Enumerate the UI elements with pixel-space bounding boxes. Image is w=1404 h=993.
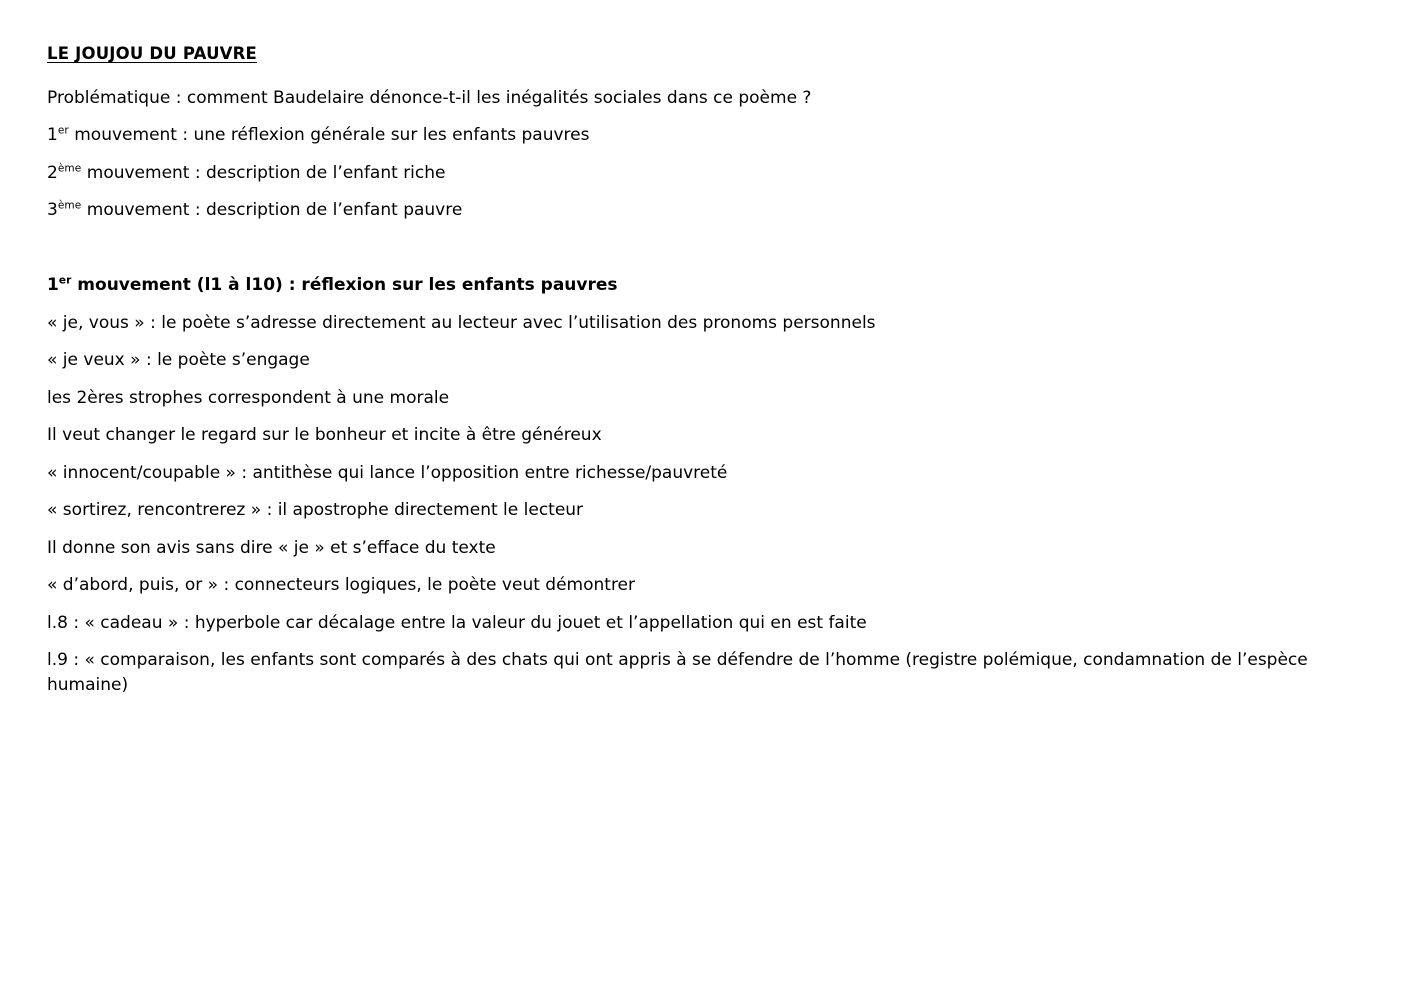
analysis-line: « d’abord, puis, or » : connecteurs logiques, le poète veut démontrer — [47, 575, 636, 596]
analysis-line: « je, vous » : le poète s’adresse directement au lecteur avec l’utilisation des pronoms personnels — [47, 312, 876, 333]
analysis-line: l.8 : « cadeau » : hyperbole car décalage entre la valeur du jouet et l’appellation qui en est faite — [47, 612, 867, 633]
paragraph-problematique: Problématique : comment Baudelaire dénonce-t-il les inégalités sociales dans ce poème ? — [47, 87, 812, 108]
analysis-line: « je veux » : le poète s’engage — [47, 350, 310, 371]
section-heading-mouvement-1 — [47, 273, 1337, 298]
analysis-line: Il donne son avis sans dire « je » et s’efface du texte — [47, 537, 496, 558]
section-heading-number: 1 — [47, 274, 59, 295]
section-heading-label: mouvement (l1 à l10) : réflexion sur les enfants pauvres — [71, 274, 618, 295]
analysis-line: les 2ères strophes correspondent à une morale — [47, 387, 450, 408]
mouvement-2-number: 2 — [47, 162, 58, 183]
analysis-line: « innocent/coupable » : antithèse qui lance l’opposition entre richesse/pauvreté — [47, 462, 728, 483]
paragraph-mouvement-1 — [47, 123, 1337, 148]
mouvement-2-label: mouvement : description de l’enfant riche — [81, 162, 446, 183]
mouvement-1-number: 1 — [47, 125, 58, 146]
analysis-line: l.9 : « comparaison, les enfants sont comparés à des chats qui ont appris à se défendre de l’homme (registre polémique, condamnation de l’espèce humaine) — [47, 650, 1308, 696]
page-title: LE JOUJOU DU PAUVRE — [47, 44, 258, 63]
section-heading-superscript: er — [58, 273, 72, 286]
mouvement-1-superscript: er — [57, 124, 69, 137]
analysis-line: « sortirez, rencontrerez » : il apostrophe directement le lecteur — [47, 500, 584, 521]
mouvement-3-number: 3 — [47, 200, 58, 221]
mouvement-3-superscript: ème — [57, 199, 82, 212]
blank-line-separator — [47, 236, 1344, 273]
mouvement-2-superscript: ème — [57, 161, 82, 174]
mouvement-1-label: mouvement : une réflexion générale sur les enfants pauvres — [68, 125, 590, 146]
paragraph-mouvement-3 — [47, 198, 1337, 223]
mouvement-3-label: mouvement : description de l’enfant pauvre — [81, 200, 463, 221]
analysis-line: Il veut changer le regard sur le bonheur et incite à être généreux — [47, 425, 602, 446]
paragraph-mouvement-2 — [47, 161, 1337, 186]
